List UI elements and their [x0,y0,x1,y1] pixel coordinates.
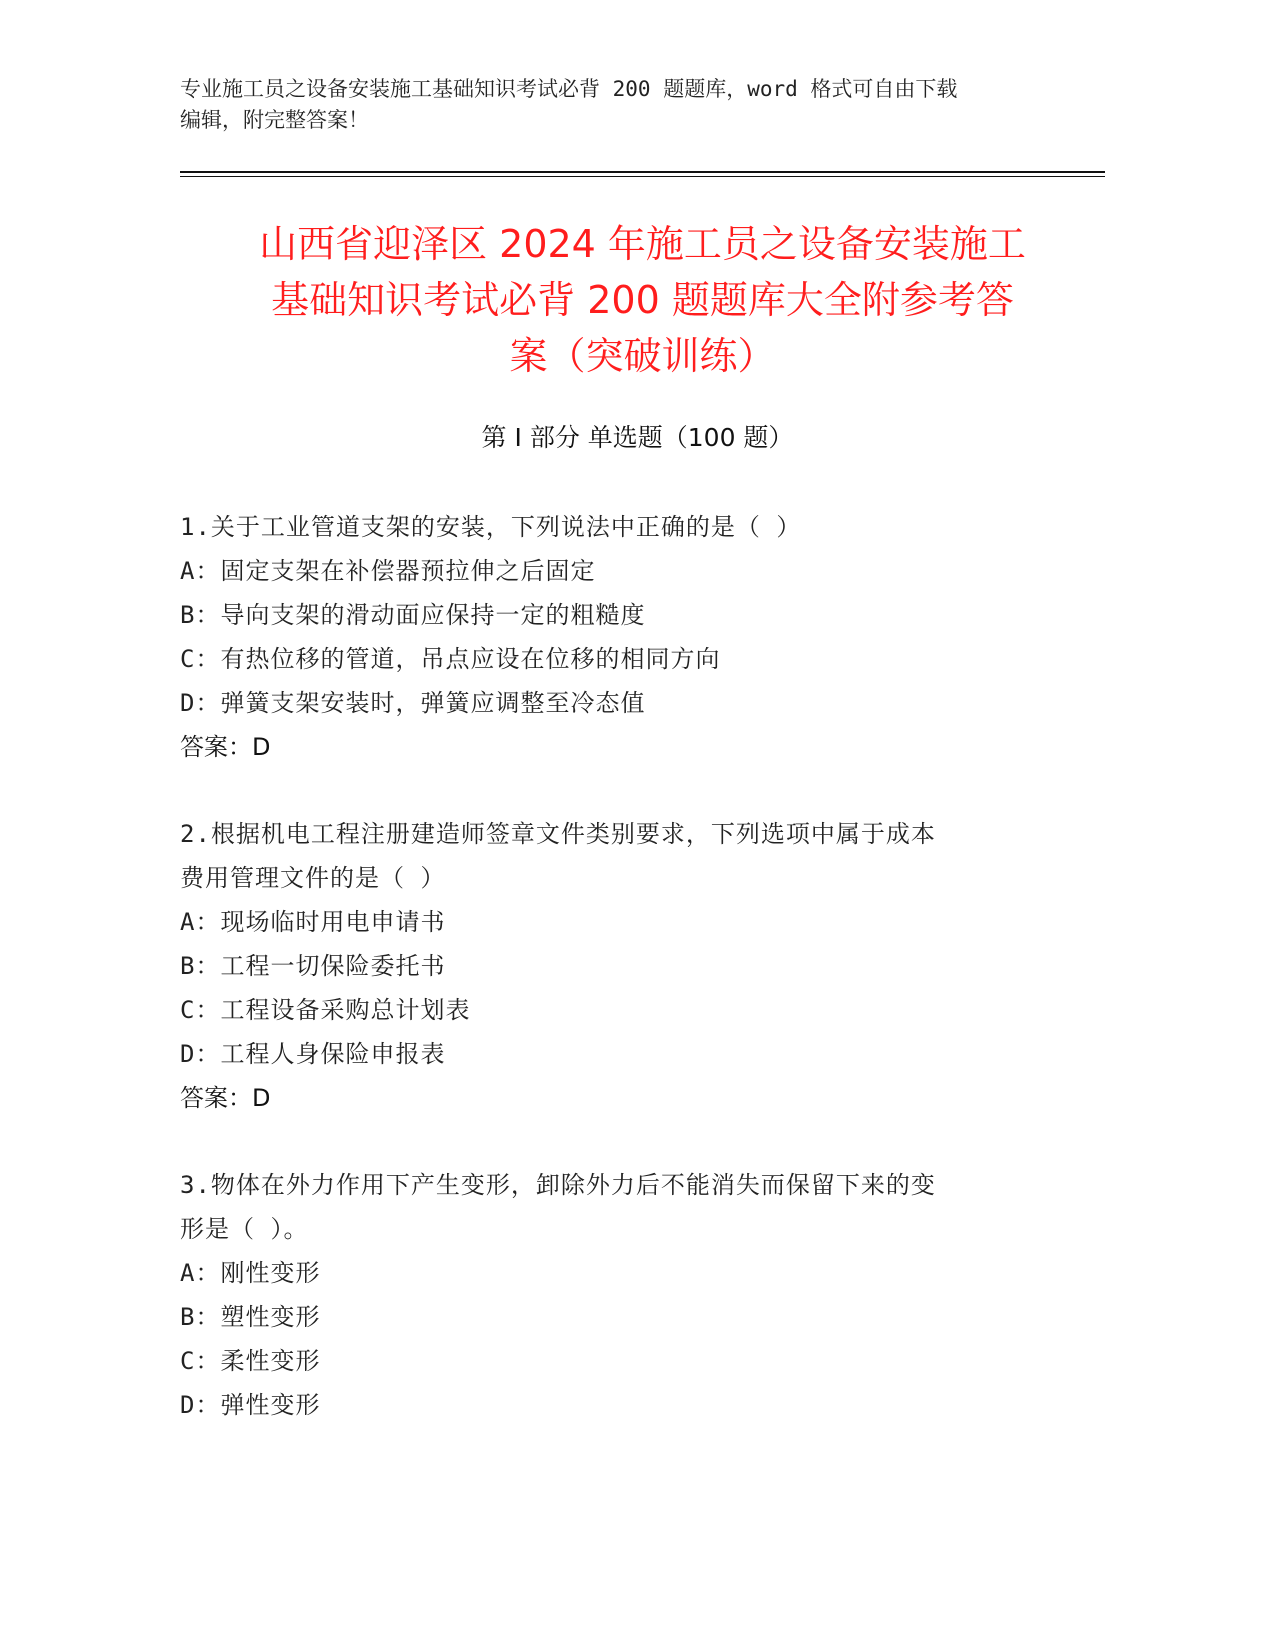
document-title-line-3: 案（突破训练） [509,334,776,378]
header-divider-thick [180,171,1105,173]
question-2 [180,812,1120,1120]
question-stem-continued: 形是（ ）。 [180,1215,309,1243]
answer: 答案：D [180,1084,271,1112]
header-note [180,74,1100,136]
question-stem: 2.根据机电工程注册建造师签章文件类别要求，下列选项中属于成本 [180,820,936,848]
question-stem: 1.关于工业管道支架的安装，下列说法中正确的是（ ） [180,513,802,541]
question-1 [180,505,1120,769]
answer: 答案：D [180,733,271,761]
question-list [180,505,1120,1470]
option-c: C：柔性变形 [180,1347,321,1375]
document-title-line-1: 山西省迎泽区 2024 年施工员之设备安装施工 [259,222,1026,266]
header-note-line-1: 专业施工员之设备安装施工基础知识考试必背 200 题题库，word 格式可自由下载 [180,77,958,101]
option-b: B：导向支架的滑动面应保持一定的粗糙度 [180,601,646,629]
question-stem: 3.物体在外力作用下产生变形，卸除外力后不能消失而保留下来的变 [180,1171,936,1199]
option-d: D：工程人身保险申报表 [180,1040,446,1068]
document-title [150,216,1135,384]
question-stem-continued: 费用管理文件的是（ ） [180,864,446,892]
option-d: D：弹性变形 [180,1391,321,1419]
header-divider-thin [180,176,1105,177]
option-d: D：弹簧支架安装时，弹簧应调整至冷态值 [180,689,646,717]
option-c: C：工程设备采购总计划表 [180,996,471,1024]
option-a: A：现场临时用电申请书 [180,908,446,936]
document-title-line-2: 基础知识考试必背 200 题题库大全附参考答 [271,278,1014,322]
section-heading: 第 I 部分 单选题（100 题） [481,423,794,452]
question-3 [180,1163,1120,1427]
option-a: A：固定支架在补偿器预拉伸之后固定 [180,557,596,585]
option-a: A：刚性变形 [180,1259,321,1287]
option-b: B：工程一切保险委托书 [180,952,446,980]
option-c: C：有热位移的管道，吊点应设在位移的相同方向 [180,645,721,673]
header-note-line-2: 编辑，附完整答案！ [180,108,369,132]
option-b: B：塑性变形 [180,1303,321,1331]
